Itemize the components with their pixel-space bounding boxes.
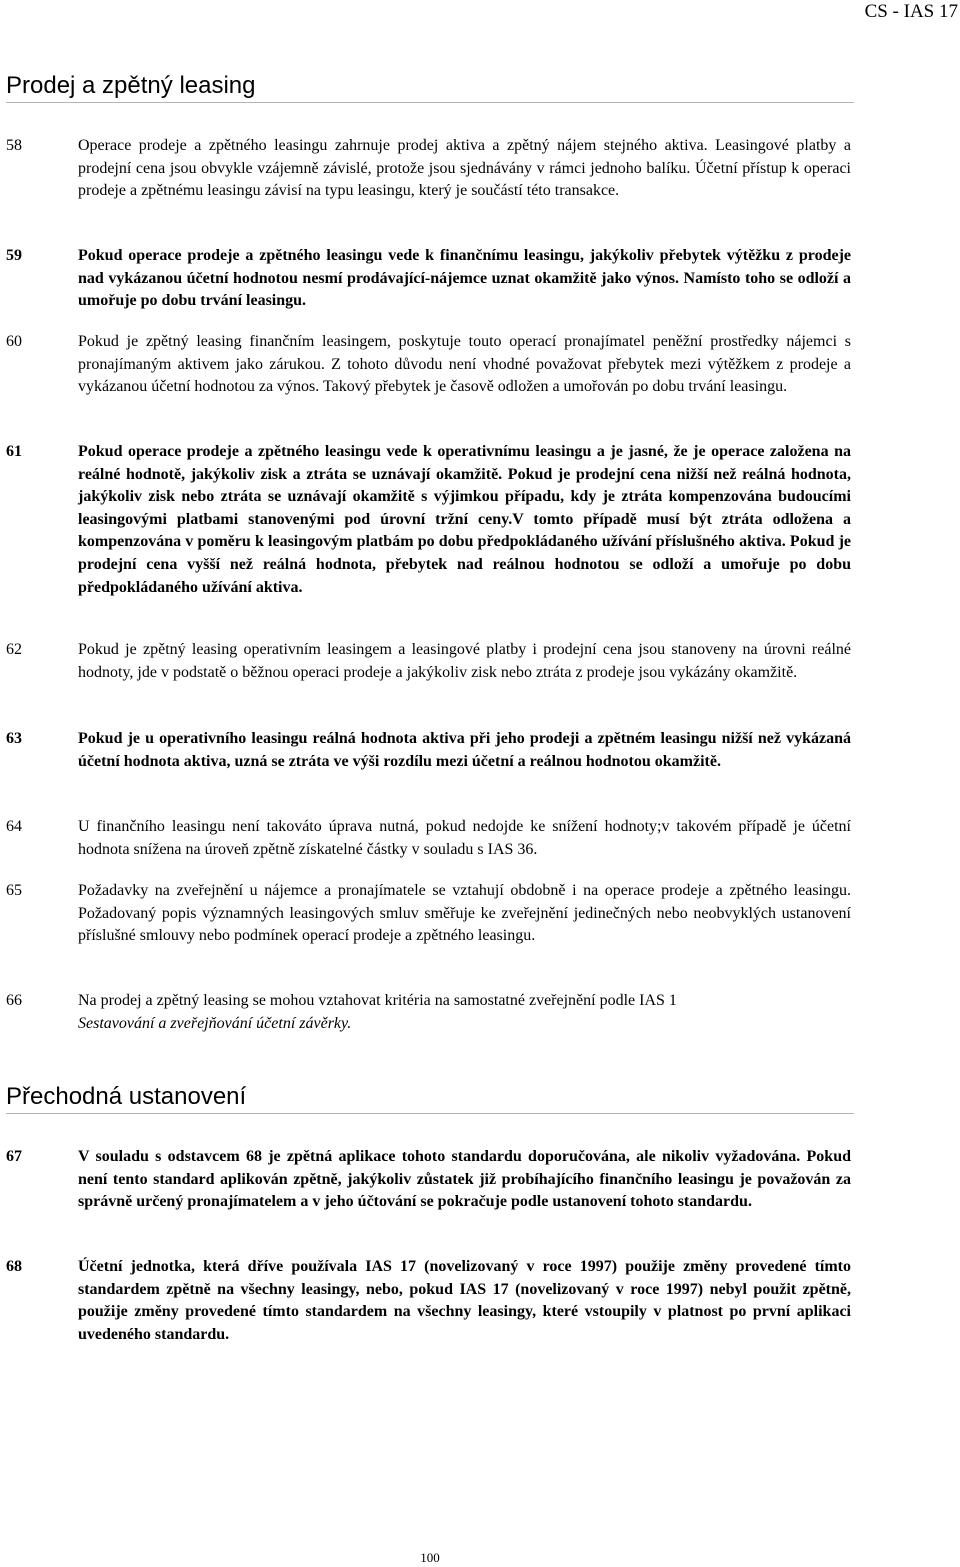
section-title: Přechodná ustanovení	[6, 1083, 854, 1114]
paragraph-text: Požadavky na zveřejnění u nájemce a pronajímatele se vztahují obdobně i na operace prodeje a zpětného leasingu. Požadovaný popis významných leasingových smluv směřuje ke zveřejnění jedinečných nebo neobvyklých ustanovení příslušné smlouvy nebo podmínek operací prodeje a zpětného leasingu.	[78, 882, 851, 945]
paragraph-number: 63	[6, 730, 22, 747]
paragraph-58	[6, 135, 854, 203]
paragraph-number: 67	[6, 1148, 22, 1165]
page-number: 100	[420, 1550, 440, 1565]
paragraph-number: 61	[6, 443, 22, 460]
section-title: Prodej a zpětný leasing	[6, 72, 854, 103]
paragraph-62	[6, 639, 854, 684]
paragraph-68	[6, 1256, 854, 1346]
paragraph-number: 66	[6, 992, 22, 1009]
paragraph-text: Operace prodeje a zpětného leasingu zahrnuje prodej aktiva a zpětný nájem stejného aktiva. Leasingové platby a prodejní cena jsou obvykle vzájemně závislé, protože jsou sjednávány v rámci jednoho balíku. Účetní přístup k operaci prodeje a zpětnému leasingu závisí na typu leasingu, který je součástí této transakce.	[78, 137, 851, 200]
paragraph-number: 58	[6, 137, 22, 154]
paragraph-text-main: Na prodej a zpětný leasing se mohou vztahovat kritéria na samostatné zveřejnění podle IAS 1	[78, 992, 677, 1009]
paragraph-text: Pokud je zpětný leasing operativním leasingem a leasingové platby i prodejní cena jsou stanoveny na úrovni reálné hodnoty, jde v podstatě o běžnou operaci prodeje a jakýkoliv zisk nebo ztráta z prodeje jsou vykázány okamžitě.	[78, 641, 851, 681]
paragraph-number: 59	[6, 247, 22, 264]
paragraph-text: U finančního leasingu není takováto úprava nutná, pokud nedojde ke snížení hodnoty;v takovém případě je účetní hodnota snížena na úroveň zpětně získatelné částky v souladu s IAS 36.	[78, 818, 851, 858]
paragraph-60	[6, 331, 854, 399]
paragraph-65	[6, 880, 854, 948]
paragraph-text: Účetní jednotka, která dříve používala IAS 17 (novelizovaný v roce 1997) použije změny provedené tímto standardem zpětně na všechny leasingy, nebo, pokud IAS 17 (novelizovaný v roce 1997) nebyl použit zpětně, použije změny provedené tímto standardem na všechny leasingy, které vstoupily v platnost po první aplikaci uvedeného standardu.	[78, 1258, 851, 1343]
paragraph-number: 64	[6, 818, 22, 835]
paragraph-number: 60	[6, 333, 22, 350]
paragraph-67	[6, 1146, 854, 1214]
paragraph-66	[6, 990, 854, 1035]
paragraph-number: 68	[6, 1258, 22, 1275]
section-heading-sale-leaseback	[6, 72, 854, 103]
paragraph-text: Pokud operace prodeje a zpětného leasingu vede k finančnímu leasingu, jakýkoliv přebytek výtěžku z prodeje nad vykázanou účetní hodnotou nesmí prodávající-nájemce uznat okamžitě jako výnos. Namísto toho se odloží a umořuje po dobu trvání leasingu.	[78, 247, 851, 310]
paragraph-text: Pokud operace prodeje a zpětného leasingu vede k operativnímu leasingu a je jasné, že je operace založena na reálné hodnotě, jakýkoliv zisk a ztráta se uznávají okamžitě. Pokud je prodejní cena nižší než reálná hodnota, jakýkoliv zisk nebo ztráta se uznávají okamžitě s výjimkou případu, kdy je ztráta kompenzována budoucími leasingovými platbami stanovenými pod úrovní tržní ceny.V tomto případě musí být ztráta odložena a kompenzována v poměru k leasingovým platbám po dobu předpokládaného užívání příslušného aktiva. Pokud je prodejní cena vyšší než reálná hodnota, přebytek nad reálnou hodnotou se odloží a umořuje po dobu předpokládaného užívání aktiva.	[78, 443, 851, 596]
paragraph-text: Pokud je zpětný leasing finančním leasingem, poskytuje touto operací pronajímatel peněžní prostředky nájemci s pronajímaným aktivem jako zárukou. Z tohoto důvodu není vhodné považovat přebytek mezi výtěžkem z prodeje a vykázanou účetní hodnotou za výnos. Takový přebytek je časově odložen a umořován po dobu trvání leasingu.	[78, 333, 851, 396]
section-heading-transitional-provisions	[6, 1083, 854, 1114]
paragraph-63	[6, 728, 854, 773]
paragraph-number: 65	[6, 882, 22, 899]
paragraph-59	[6, 245, 854, 313]
paragraph-text	[78, 990, 851, 1035]
document-reference: CS - IAS 17	[864, 1, 958, 22]
standard-title-italic: Sestavování a zveřejňování účetní závěrky.	[78, 1014, 352, 1032]
paragraph-61	[6, 441, 854, 599]
paragraph-64	[6, 816, 854, 861]
paragraph-text: V souladu s odstavcem 68 je zpětná aplikace tohoto standardu doporučována, ale nikoliv vyžadována. Pokud není tento standard aplikován zpětně, jakýkoliv zůstatek již probíhajícího finančního leasingu je považován za správně určený pronajímatelem a v jeho účtování se pokračuje podle ustanovení tohoto standardu.	[78, 1148, 851, 1211]
paragraph-number: 62	[6, 641, 22, 658]
paragraph-text: Pokud je u operativního leasingu reálná hodnota aktiva při jeho prodeji a zpětném leasingu nižší než vykázaná účetní hodnota aktiva, uzná se ztráta ve výši rozdílu mezi účetní a reálnou hodnotou okamžitě.	[78, 730, 851, 770]
